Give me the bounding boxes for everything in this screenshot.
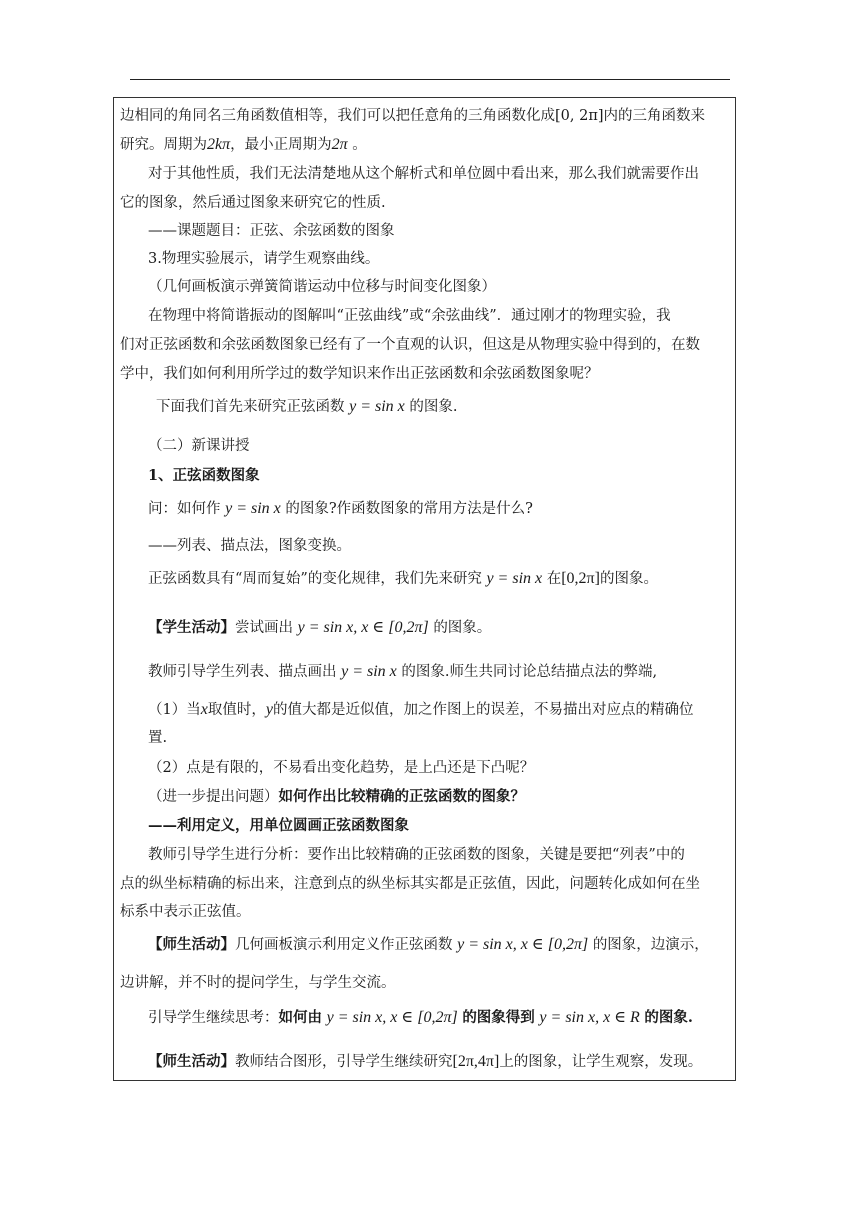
- text-line: 在物理中将简谐振动的图解叫“正弦曲线”或“余弦曲线”．通过刚才的物理实验，我: [148, 308, 671, 324]
- text-line: 们对正弦函数和余弦函数图象已经有了一个直观的认识，但这是从物理实验中得到的，在数: [120, 337, 700, 353]
- text-line: 点的纵坐标精确的标出来，注意到点的纵坐标其实都是正弦值，因此，问题转化成如何在坐: [120, 876, 700, 892]
- text-line: 置.: [148, 730, 168, 746]
- text-line: 【学生活动】尝试画出 y = sin x, x ∈ [0,2π] 的图象。: [148, 619, 492, 636]
- text-line: 下面我们首先来研究正弦函数 y = sin x 的图象.: [156, 398, 458, 415]
- text-line: 研究。周期为2kπ，最小正周期为2π 。: [120, 136, 367, 153]
- math-expression: y = sin x: [225, 500, 281, 517]
- header-rule: [130, 79, 730, 80]
- math-expression: y = sin x, x ∈ [0,2π]: [457, 936, 589, 953]
- text-line: 3.物理实验展示，请学生观察曲线。: [148, 251, 380, 267]
- text-line: 【师生活动】几何画板演示利用定义作正弦函数 y = sin x, x ∈ [0,2π] 的图象，边演示，: [148, 936, 709, 953]
- text-line: 正弦函数具有“周而复始”的变化规律，我们先来研究 y = sin x 在[0,2π]的图象。: [148, 570, 658, 587]
- text-line: 问：如何作 y = sin x 的图象?作函数图象的常用方法是什么?: [148, 500, 533, 517]
- math-expression: y = sin x: [341, 663, 397, 680]
- text-line: 边讲解，并不时的提问学生，与学生交流。: [120, 975, 396, 991]
- text-line: 它的图象，然后通过图象来研究它的性质.: [120, 195, 386, 211]
- math-expression: y = sin x, x ∈ [0,2π]: [297, 619, 429, 636]
- math-expression: y = sin x: [486, 570, 543, 587]
- math-expression: [2π,4π]: [452, 1053, 500, 1070]
- math-expression: 2kπ: [207, 136, 231, 153]
- math-expression: 2π: [331, 136, 348, 153]
- text-line: 引导学生继续思考：如何由 y = sin x, x ∈ [0,2π] 的图象得到 y = sin x, x ∈ R 的图象.: [148, 1009, 693, 1026]
- text-line: （进一步提出问题）如何作出比较精确的正弦函数的图象？: [148, 788, 525, 805]
- math-expression: y = sin x: [349, 398, 405, 415]
- math-expression: y = sin x, x ∈ [0,2π]: [326, 1009, 458, 1026]
- text-line: 边相同的角同名三角函数值相等，我们可以把任意角的三角函数化成[0, 2π]内的三角函数来: [120, 108, 706, 124]
- text-line: 【师生活动】教师结合图形，引导学生继续研究[2π,4π]上的图象，让学生观察，发现。: [148, 1053, 703, 1070]
- text-line: 教师引导学生进行分析：要作出比较精确的正弦函数的图象，关键是要把“列表”中的: [148, 847, 685, 863]
- text-line: （2）点是有限的，不易看出变化趋势，是上凸还是下凸呢？: [148, 760, 535, 776]
- text-line: ——利用定义，用单位圆画正弦函数图象: [148, 817, 409, 834]
- math-expression: [0,2π]: [561, 570, 600, 587]
- math-expression: y = sin x, x ∈ R: [539, 1009, 640, 1026]
- text-line: 教师引导学生列表、描点画出 y = sin x 的图象.师生共同讨论总结描点法的弊端,: [148, 663, 658, 680]
- content-table-cell: [113, 97, 736, 1081]
- text-line: （几何画板演示弹簧简谐运动中位移与时间变化图象）: [148, 279, 496, 295]
- text-line: （1）当x取值时，y的值大都是近似值，加之作图上的误差，不易描出对应点的精确位: [148, 701, 694, 718]
- text-line: 标系中表示正弦值。: [120, 904, 251, 920]
- text-line: （二）新课讲授: [148, 438, 250, 454]
- text-line: 学中，我们如何利用所学过的数学知识来作出正弦函数和余弦函数图象呢？: [120, 366, 599, 382]
- text-line: ——列表、描点法，图象变换。: [148, 538, 351, 554]
- section-heading: 1、正弦函数图象: [148, 467, 260, 484]
- text-line: 对于其他性质，我们无法清楚地从这个解析式和单位圆中看出来，那么我们就需要作出: [148, 166, 699, 182]
- text-line: ——课题题目：正弦、余弦函数的图象: [148, 223, 395, 239]
